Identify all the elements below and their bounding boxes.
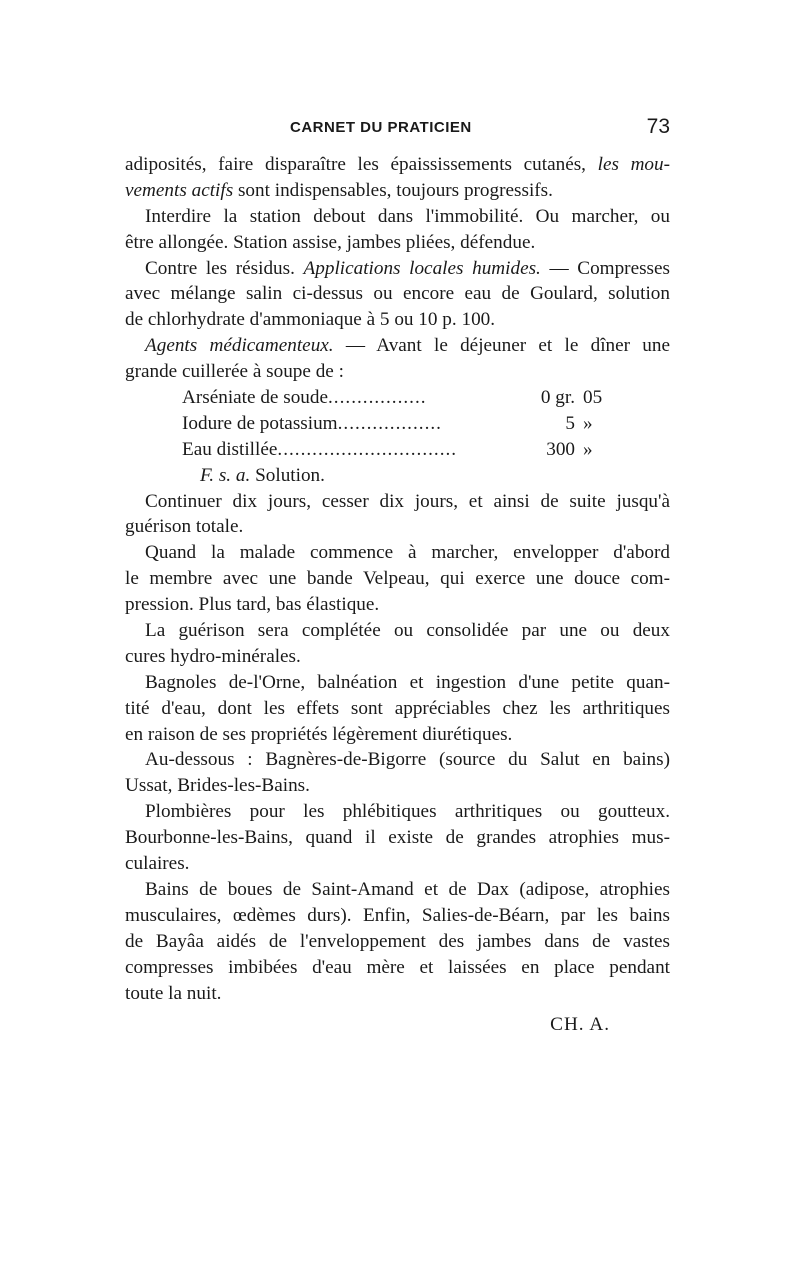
text-line: vements actifs sont indispensables, toujours progressifs.	[125, 179, 553, 201]
ingredient-quantity: 300	[546, 438, 575, 460]
ingredient-name: Iodure de potassium	[182, 412, 338, 434]
text-line: le membre avec une bande Velpeau, qui exerce une douce com-	[125, 568, 670, 590]
page-header	[125, 115, 670, 143]
author-signature: CH. A.	[550, 1014, 610, 1036]
text-line: en raison de ses propriétés légèrement diurétiques.	[125, 723, 513, 745]
text-line: Agents médicamenteux. — Avant le déjeuner et le dîner une	[145, 335, 670, 357]
text-line: adiposités, faire disparaître les épaississements cutanés, les mou-	[125, 154, 671, 175]
text-line: tité d'eau, dont les effets sont appréciables chez les arthritiques	[125, 697, 670, 719]
text-line: culaires.	[125, 853, 190, 875]
ingredient-name: Eau distillée	[182, 438, 278, 460]
text-line: toute la nuit.	[125, 982, 222, 1004]
text-line: Ussat, Brides-les-Bains.	[125, 775, 310, 797]
text-line: Plombières pour les phlébitiques arthritiques ou goutteux.	[145, 801, 670, 823]
text-line: Au-dessous : Bagnères-de-Bigorre (source du Salut en bains)	[145, 749, 670, 771]
text-line: avec mélange salin ci-dessus ou encore eau de Goulard, solution	[125, 283, 670, 305]
ingredient-unit: »	[583, 412, 593, 434]
text-line: Bourbonne-les-Bains, quand il existe de grandes atrophies mus-	[125, 827, 670, 849]
ingredient-unit: »	[583, 438, 593, 460]
text-line: musculaires, œdèmes durs). Enfin, Salies-de-Béarn, par les bains	[125, 904, 670, 926]
running-head: CARNET DU PRATICIEN	[290, 119, 472, 136]
prescription-row	[125, 411, 670, 437]
prescription-list	[125, 385, 670, 463]
page-number: 73	[646, 115, 670, 138]
fsa-line: F. s. a. Solution.	[200, 464, 325, 486]
ingredient-unit: 05	[583, 387, 603, 409]
leader-dots: .................	[328, 387, 427, 409]
text-line: Quand la malade commence à marcher, envelopper d'abord	[145, 542, 670, 564]
ingredient-quantity: 5	[565, 412, 575, 434]
text-line: de chlorhydrate d'ammoniaque à 5 ou 10 p. 100.	[125, 309, 496, 331]
prescription-row	[125, 437, 670, 463]
text-line: compresses imbibées d'eau mère et laissées en place pendant	[125, 956, 670, 978]
text-line: guérison totale.	[125, 516, 244, 538]
text-line: Continuer dix jours, cesser dix jours, et ainsi de suite jusqu'à	[145, 490, 670, 512]
leader-dots: ...............................	[277, 438, 458, 460]
text-line: grande cuillerée à soupe de :	[125, 361, 344, 383]
leader-dots: ..................	[337, 412, 442, 434]
ingredient-name: Arséniate de soude	[182, 387, 328, 409]
text-line: cures hydro-minérales.	[125, 645, 301, 667]
text-line: Bagnoles de-l'Orne, balnéation et ingestion d'une petite quan-	[145, 671, 670, 693]
text-line: Bains de boues de Saint-Amand et de Dax (adipose, atrophies	[145, 878, 670, 900]
prescription-row	[125, 385, 670, 411]
text-line: Interdire la station debout dans l'immobilité. Ou marcher, ou	[145, 205, 670, 227]
text-line: La guérison sera complétée ou consolidée par une ou deux	[145, 620, 670, 642]
page-body	[125, 152, 670, 1038]
ingredient-quantity: 0 gr.	[540, 387, 575, 409]
text-line: de Bayâa aidés de l'enveloppement des jambes dans de vastes	[125, 930, 670, 952]
text-line: être allongée. Station assise, jambes pliées, défendue.	[125, 231, 536, 253]
text-line: pression. Plus tard, bas élastique.	[125, 594, 380, 616]
fsa-abbreviation: F. s. a.	[200, 464, 251, 486]
text-line: Contre les résidus. Applications locales humides. — Compresses	[145, 257, 670, 279]
